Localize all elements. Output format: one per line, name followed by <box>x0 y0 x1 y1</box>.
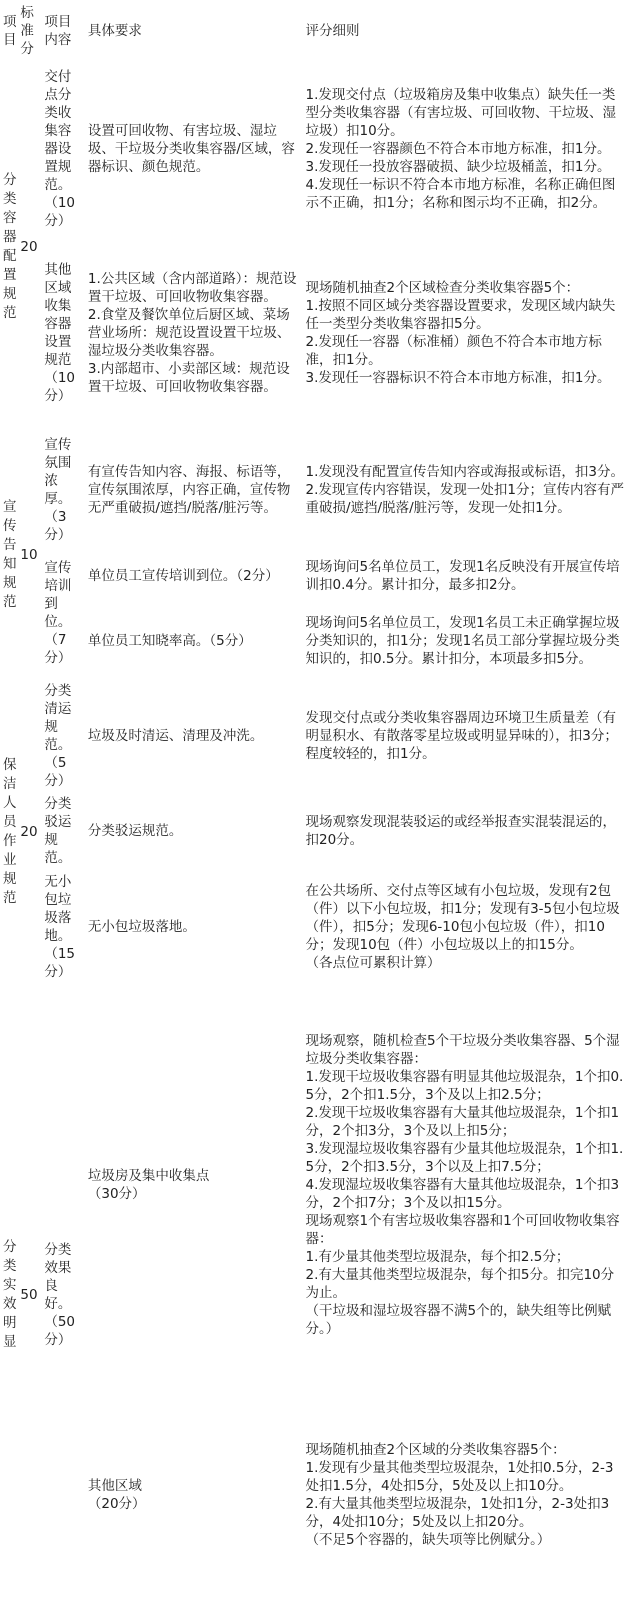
table-row <box>0 679 629 792</box>
item-content: 宣传培训到位。（7分） <box>44 560 72 667</box>
item-content: 分类驳运规范。 <box>44 795 72 866</box>
item-content: 交付点分类收集容器设置规范。（10分） <box>44 68 76 229</box>
header-item: 项目 <box>3 14 17 49</box>
section-item: 宣传告知规范 <box>3 499 17 611</box>
header-scoring-detail: 评分细则 <box>305 23 360 40</box>
scoring-detail: 现场观察，随机检查5个干垃圾分类收集容器、5个湿垃圾分类收集容器： 1.发现干垃圾收集容器有明显其他垃圾混杂，1个扣0.5分，2个扣1.5分，3个及以上扣2.5分； 2.发现干垃圾收集容器有大量其他垃圾混杂，1个扣1分，2个扣3分，3个及以上扣5分； 3.发现湿垃圾收集容器有少量其他垃圾混杂，1个扣1.5分，2个扣3.5分，3个以及上扣7.5分； 4.发现湿垃圾收集容器有大量其他垃圾混杂，1个扣3分，2个扣7分；3个及以扣15分。 现场观察1个有害垃圾收集容器和1个可回收物收集容器： 1.有少量其他类型垃圾混杂，每个扣2.5分； 2.有大量其他类型垃圾混杂，每个扣5分。扣完10分为止。 （干垃圾和湿垃圾容器不满5个的，缺失组等比例赋分。） <box>305 1032 624 1337</box>
requirement: 垃圾房及集中收集点 （30分） <box>87 1167 210 1202</box>
scoring-detail: 在公共场所、交付点等区域有小包垃圾，发现有2包（件）以下小包垃圾，扣1分；发现有3-5包小包垃圾（件），扣5分；发现6-10包小包垃圾（件），扣10分；发现10包（件）小包垃圾以上的扣15分。 （各点位可累积计算） <box>305 883 620 972</box>
item-content: 宣传氛围浓厚。（3分） <box>44 436 72 543</box>
table-row <box>0 548 629 604</box>
table-row <box>0 63 629 235</box>
requirement: 有宣传告知内容、海报、标语等，宣传氛围浓厚，内容正确，宣传物无严重破损/遮挡/脱落/脏污等。 <box>87 463 291 516</box>
requirement: 垃圾及时清运、清理及冲洗。 <box>87 727 264 744</box>
scoring-detail: 1.发现没有配置宣传告知内容或海报或标语，扣3分。 2.发现宣传内容错误，发现一处扣1分；宣传内容有严重破损/遮挡/脱落/脏污等，发现一处扣1分。 <box>305 463 624 516</box>
header-standard-score: 标准分 <box>20 5 34 58</box>
requirement: 单位员工宣传培训到位。（2分） <box>87 567 279 584</box>
scoring-detail: 发现交付点或分类收集容器周边环境卫生质量差（有明显积水、有散落零星垃圾或明显异味的），扣3分；程度较轻的，扣1分。 <box>305 709 618 762</box>
scoring-detail: 现场询问5名单位员工，发现1名反映没有开展宣传培训扣0.4分。累计扣分，最多扣2分。 <box>305 558 620 593</box>
requirement: 其他区域 （20分） <box>87 1477 146 1512</box>
header-row <box>0 0 629 63</box>
section-item: 保洁人员作业规范 <box>3 757 17 907</box>
requirement: 设置可回收物、有害垃圾、湿垃圾、干垃圾分类收集容器/区域，容器标识、颜色规范。 <box>87 122 295 175</box>
requirement: 单位员工知晓率高。（5分） <box>87 633 252 650</box>
requirement: 分类驳运规范。 <box>87 822 183 839</box>
requirement: 1.公共区域（含内部道路）：规范设置干垃圾、可回收物收集容器。 2.食堂及餐饮单位后厨区域、菜场营业场所：规范设置设置干垃圾、湿垃圾分类收集容器。 3.内部超市、小卖部区域：规范设置干垃圾、可回收物收集容器。 <box>87 271 297 395</box>
header-requirement: 具体要求 <box>87 23 142 40</box>
requirement: 无小包垃圾落地。 <box>87 919 196 936</box>
table-row <box>0 432 629 548</box>
section-standard-score: 10 <box>20 547 38 564</box>
scoring-detail: 现场询问5名单位员工，发现1名员工未正确掌握垃圾分类知识的，扣1分；发现1名员工部分掌握垃圾分类知识的，扣0.5分。累计扣分，本项最多扣5分。 <box>305 615 620 668</box>
item-content: 其他区域收集容器设置规范（10分） <box>44 262 76 404</box>
section-standard-score: 50 <box>20 1287 38 1304</box>
table-row <box>0 792 629 869</box>
item-content: 分类清运规范。（5分） <box>44 682 72 789</box>
section-item: 分类容器配置规范 <box>3 172 17 322</box>
item-content: 分类效果良好。（50分） <box>44 1242 76 1349</box>
scoring-detail: 现场观察发现混装驳运的或经举报查实混装混运的，扣20分。 <box>305 813 616 848</box>
section-standard-score: 20 <box>20 239 38 256</box>
item-content: 无小包垃圾落地。（15分） <box>44 874 76 981</box>
section-standard-score: 20 <box>20 824 38 841</box>
table-row <box>0 234 629 431</box>
scoring-detail: 1.发现交付点（垃圾箱房及集中收集点）缺失任一类型分类收集容器（有害垃圾、可回收物、干垃圾、湿垃圾）扣10分。 2.发现任一容器颜色不符合本市地方标准，扣1分。 3.发现任一投放容器破损、缺少垃圾桶盖，扣1分。 4.发现任一标识不符合本市地方标准，名称正确但图示不正确，扣1分；名称和图示均不正确，扣2分。 <box>305 86 616 211</box>
table-row <box>0 1385 629 1605</box>
table-row <box>0 985 629 1384</box>
header-item-content: 项目内容 <box>44 14 72 49</box>
table-row <box>0 603 629 679</box>
table-row <box>0 869 629 985</box>
scoring-detail: 现场随机抽查2个区域的分类收集容器5个： 1.发现有少量其他类型垃圾混杂，1处扣0.5分，2-3处扣1.5分，4处扣5分，5处及以上扣10分。 2.有大量其他类型垃圾混杂，1处扣1分，2-3处扣3分，4处扣10分；5处及以上扣20分。 （不足5个容器的，缺失项等比例赋分。） <box>305 1441 614 1548</box>
scoring-detail: 现场随机抽查2个区域检查分类收集容器5个： 1.按照不同区域分类容器设置要求，发现区域内缺失任一类型分类收集容器扣5分。 2.发现任一容器（标准桶）颜色不符合本市地方标准，扣1分。 3.发现任一容器标识不符合本市地方标准，扣1分。 <box>305 280 616 386</box>
section-item: 分类实效明显 <box>3 1239 17 1351</box>
